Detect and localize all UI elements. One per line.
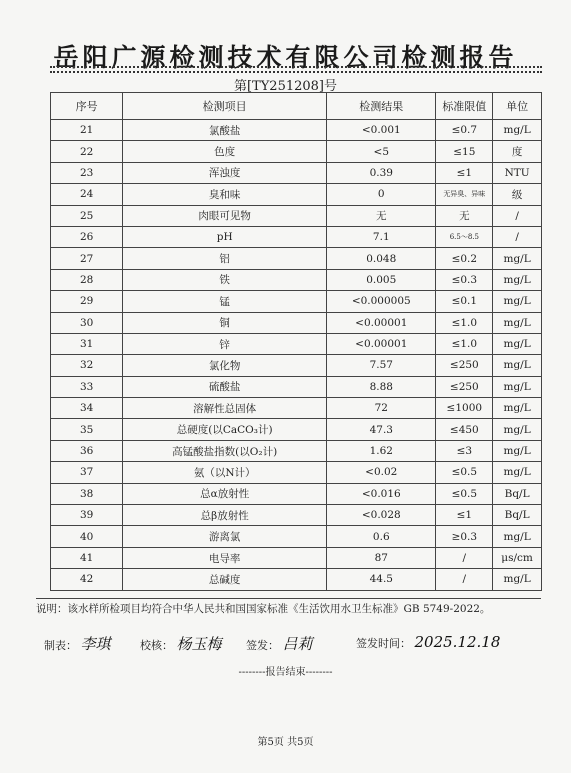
cell-item: 锌 [123,333,327,354]
report-title: 岳阳广源检测技术有限公司检测报告 [53,43,518,72]
cell-index: 40 [51,526,123,547]
cell-index: 25 [51,205,123,226]
cell-result: 72 [327,398,436,419]
prepared-signature: 李琪 [80,635,111,653]
cell-item: 锰 [123,291,327,312]
cell-limit: / [436,569,493,590]
cell-limit: ≤1 [436,162,493,183]
cell-item: 铜 [123,312,327,333]
date-value: 2025.12.18 [414,633,501,651]
cell-unit: mg/L [493,440,542,461]
cell-index: 30 [51,312,123,333]
cell-index: 41 [51,547,123,568]
cell-item: 游离氯 [123,526,327,547]
cell-item: 氨（以N计） [123,462,327,483]
cell-index: 31 [51,333,123,354]
table-row [51,312,542,333]
cell-unit: Bq/L [493,483,542,504]
cell-item: 铝 [123,248,327,269]
cell-result: <0.000005 [327,291,436,312]
cell-limit: ≤1 [436,505,493,526]
approved-label: 签发： [246,639,279,652]
cell-index: 35 [51,419,123,440]
cell-unit: mg/L [493,569,542,590]
cell-limit: ≤1.0 [436,312,493,333]
cell-item: 总α放射性 [123,483,327,504]
table-row [51,462,542,483]
cell-result: 0 [327,184,436,205]
cell-result: 0.005 [327,269,436,290]
conclusion-note: 说明：该水样所检项目均符合中华人民共和国国家标准《生活饮用水卫生标准》GB 5749-2022。 [36,598,541,616]
cell-unit: mg/L [493,419,542,440]
cell-unit: mg/L [493,376,542,397]
prepared-by [44,633,111,654]
cell-item: 电导率 [123,547,327,568]
cell-unit: mg/L [493,291,542,312]
cell-item: 臭和味 [123,184,327,205]
cell-result: 1.62 [327,440,436,461]
cell-result: 8.88 [327,376,436,397]
table-row [51,120,542,141]
cell-result: <0.02 [327,462,436,483]
cell-index: 39 [51,505,123,526]
cell-limit: ≤0.5 [436,462,493,483]
cell-limit: ≤450 [436,419,493,440]
cell-unit: / [493,226,542,247]
cell-limit: ≤1000 [436,398,493,419]
results-table [50,92,542,591]
page-footer: 第5页 共5页 [257,737,314,748]
checked-by [140,633,222,654]
cell-item: pH [123,226,327,247]
cell-result: 0.048 [327,248,436,269]
cell-index: 21 [51,120,123,141]
cell-item: 铁 [123,269,327,290]
cell-unit: mg/L [493,398,542,419]
cell-result: <0.00001 [327,312,436,333]
cell-unit: 度 [493,141,542,162]
cell-unit: μs/cm [493,547,542,568]
cell-unit: mg/L [493,248,542,269]
cell-item: 氯化物 [123,355,327,376]
cell-index: 29 [51,291,123,312]
cell-item: 色度 [123,141,327,162]
col-header-item: 检测项目 [123,93,327,120]
cell-limit: ≤0.2 [436,248,493,269]
cell-limit: ≤15 [436,141,493,162]
cell-limit: 无 [436,205,493,226]
cell-index: 22 [51,141,123,162]
cell-unit: NTU [493,162,542,183]
cell-index: 42 [51,569,123,590]
cell-item: 浑浊度 [123,162,327,183]
cell-unit: mg/L [493,355,542,376]
cell-index: 37 [51,462,123,483]
cell-index: 33 [51,376,123,397]
cell-result: 7.57 [327,355,436,376]
approved-by [246,633,313,654]
checked-signature: 杨玉梅 [176,635,222,653]
cell-unit: mg/L [493,333,542,354]
cell-item: 高锰酸盐指数(以O₂计) [123,440,327,461]
cell-limit: / [436,547,493,568]
table-row [51,376,542,397]
date-label: 签发时间： [356,637,411,650]
cell-limit: ≤0.5 [436,483,493,504]
cell-result: <0.001 [327,120,436,141]
cell-limit: ≥0.3 [436,526,493,547]
cell-item: 总碱度 [123,569,327,590]
cell-unit: mg/L [493,462,542,483]
cell-result: <5 [327,141,436,162]
cell-unit: 级 [493,184,542,205]
cell-item: 溶解性总固体 [123,398,327,419]
table-row [51,398,542,419]
cell-limit: ≤250 [436,376,493,397]
cell-result: <0.028 [327,505,436,526]
cell-result: <0.00001 [327,333,436,354]
cell-limit: 6.5～8.5 [436,226,493,247]
cell-result: 7.1 [327,226,436,247]
cell-index: 36 [51,440,123,461]
col-header-limit: 标准限值 [436,93,493,120]
report-end: --------报告结束-------- [238,667,333,678]
table-row [51,440,542,461]
table-row [51,184,542,205]
cell-unit: Bq/L [493,505,542,526]
table-row [51,526,542,547]
cell-result: 87 [327,547,436,568]
cell-unit: / [493,205,542,226]
cell-result: 0.6 [327,526,436,547]
title-divider-2 [50,71,542,73]
approved-signature: 吕莉 [282,635,313,653]
cell-unit: mg/L [493,120,542,141]
cell-item: 氯酸盐 [123,120,327,141]
cell-index: 27 [51,248,123,269]
issue-date [356,633,500,651]
col-header-unit: 单位 [493,93,542,120]
prepared-label: 制表： [44,639,77,652]
cell-unit: mg/L [493,526,542,547]
table-row [51,355,542,376]
cell-index: 34 [51,398,123,419]
cell-limit: ≤0.7 [436,120,493,141]
table-header-row [51,93,542,120]
cell-limit: ≤0.3 [436,269,493,290]
table-row [51,162,542,183]
title-divider [50,66,542,68]
cell-index: 24 [51,184,123,205]
cell-limit: ≤0.1 [436,291,493,312]
col-header-result: 检测结果 [327,93,436,120]
table-row [51,291,542,312]
cell-result: 47.3 [327,419,436,440]
cell-item: 肉眼可见物 [123,205,327,226]
cell-index: 26 [51,226,123,247]
cell-item: 硫酸盐 [123,376,327,397]
cell-result: <0.016 [327,483,436,504]
cell-index: 28 [51,269,123,290]
cell-index: 23 [51,162,123,183]
table-row [51,248,542,269]
cell-limit: ≤3 [436,440,493,461]
cell-limit: ≤250 [436,355,493,376]
cell-unit: mg/L [493,312,542,333]
table-row [51,483,542,504]
cell-index: 32 [51,355,123,376]
table-row [51,205,542,226]
cell-limit: ≤1.0 [436,333,493,354]
cell-index: 38 [51,483,123,504]
table-row [51,419,542,440]
checked-label: 校核： [140,639,173,652]
cell-result: 0.39 [327,162,436,183]
cell-item: 总β放射性 [123,505,327,526]
cell-result: 44.5 [327,569,436,590]
table-row [51,141,542,162]
table-row [51,505,542,526]
cell-item: 总硬度(以CaCO₃计) [123,419,327,440]
cell-limit: 无异臭、异味 [436,184,493,205]
report-number: 第[TY251208]号 [233,79,338,94]
table-row [51,333,542,354]
table-row [51,269,542,290]
table-row [51,569,542,590]
col-header-index: 序号 [51,93,123,120]
cell-result: 无 [327,205,436,226]
cell-unit: mg/L [493,269,542,290]
table-row [51,547,542,568]
table-row [51,226,542,247]
